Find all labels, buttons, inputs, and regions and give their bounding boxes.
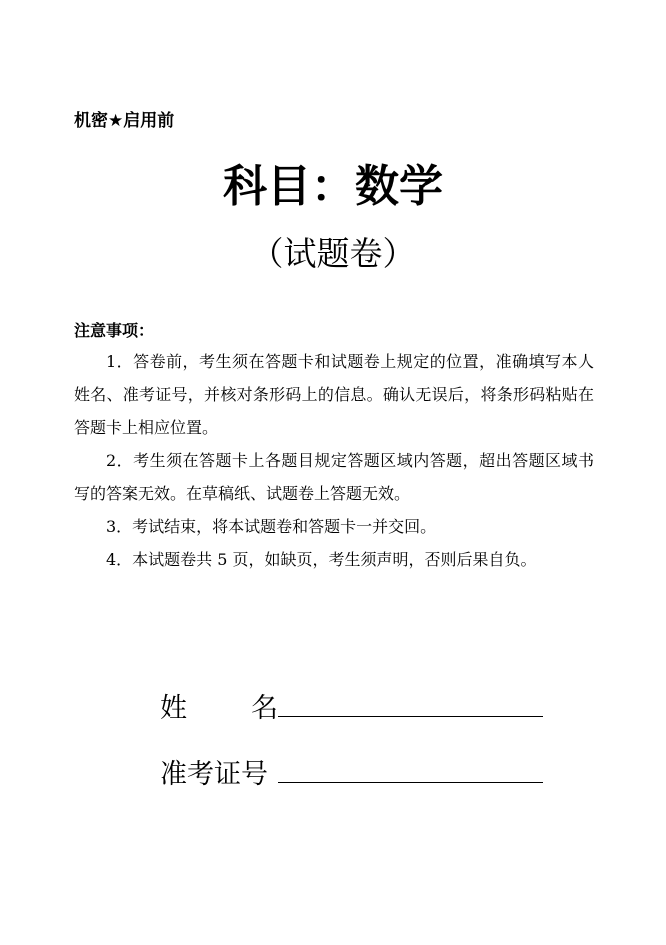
name-field [160,685,543,725]
note-item-3: 3．考试结束，将本试题卷和答题卡一并交回。 [106,517,437,536]
exam-subtitle: （试题卷） [250,234,416,273]
name-label-first-char: 姓 [160,693,187,724]
exam-subject-title: 科目：数学 [223,161,443,212]
note-item-4: 4．本试题卷共 5 页，如缺页，考生须声明，否则后果自负。 [106,550,537,569]
notes-heading: 注意事项： [74,321,155,340]
name-label-second-char: 名 [251,693,278,724]
candidate-info-fields [160,685,543,817]
name-blank-line[interactable] [278,686,543,717]
classification-label: 机密★启用前 [74,111,175,131]
note-item-2: 2．考生须在答题卡上各题目规定答题区域内答题，超出答题区域书写的答案无效。在草稿纸、试题卷上答题无效。 [74,451,594,503]
notes-list [74,345,594,576]
name-field-label [160,686,278,725]
admission-number-label: 准考证号 [160,759,268,790]
admission-number-field [160,751,543,791]
note-item-1: 1．答卷前，考生须在答题卡和试题卷上规定的位置，准确填写本人姓名、准考证号，并核对条形码上的信息。确认无误后，将条形码粘贴在答题卡上相应位置。 [74,352,594,437]
admission-number-blank-line[interactable] [278,752,543,783]
